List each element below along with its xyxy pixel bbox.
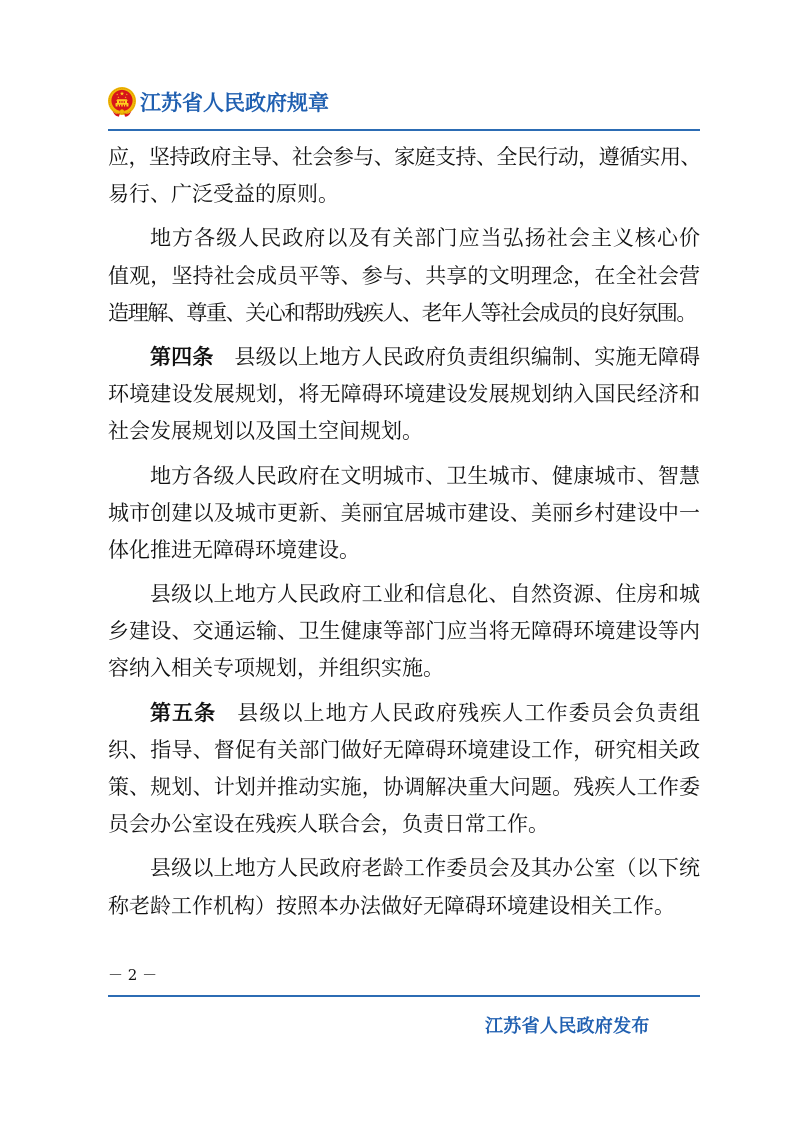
- article-text: 县级以上地方人民政府残疾人工作委员会负责组: [237, 700, 701, 725]
- text-line: 环境建设发展规划，将无障碍环境建设发展规划纳入国民经济和: [108, 382, 700, 407]
- paragraph: [108, 850, 700, 924]
- header-divider: [108, 129, 700, 131]
- text-line: 社会发展规划以及国土空间规划。: [108, 419, 423, 444]
- page-number: － 2 －: [108, 966, 158, 984]
- national-emblem-icon: [107, 86, 137, 118]
- paragraph: [108, 695, 700, 844]
- paragraph: [108, 220, 700, 332]
- header-title: 江苏省人民政府规章: [140, 91, 329, 115]
- text-line: 织、指导、督促有关部门做好无障碍环境建设工作，研究相关政: [108, 737, 700, 762]
- footer-divider: [108, 995, 700, 997]
- text-line: 地方各级人民政府以及有关部门应当弘扬社会主义核心价: [150, 226, 700, 251]
- text-line: 应，坚持政府主导、社会参与、家庭支持、全民行动，遵循实用、: [108, 145, 700, 169]
- text-line: 策、规划、计划并推动实施，协调解决重大问题。残疾人工作委: [108, 775, 700, 799]
- paragraph: [108, 139, 700, 213]
- text-line: 体化推进无障碍环境建设。: [108, 537, 360, 562]
- text-line: 地方各级人民政府在文明城市、卫生城市、健康城市、智慧: [150, 463, 700, 488]
- text-line: [108, 695, 700, 732]
- text-line: 县级以上地方人民政府工业和信息化、自然资源、住房和城: [150, 582, 700, 607]
- paragraph: [108, 458, 700, 570]
- text-line: 造理解、尊重、关心和帮助残疾人、老年人等社会成员的良好氛围。: [108, 300, 696, 325]
- text-line: 值观，坚持社会成员平等、参与、共享的文明理念，在全社会营: [108, 263, 700, 288]
- text-line: 乡建设、交通运输、卫生健康等部门应当将无障碍环境建设等内: [108, 619, 700, 644]
- paragraph: [108, 576, 700, 688]
- footer-publisher: 江苏省人民政府发布: [485, 1016, 650, 1037]
- text-line: 称老龄工作机构）按照本办法做好无障碍环境建设相关工作。: [108, 893, 675, 918]
- article-number: 第五条: [150, 700, 217, 725]
- text-line: 城市创建以及城市更新、美丽宜居城市建设、美丽乡村建设中一: [108, 500, 700, 525]
- article-text: 县级以上地方人民政府负责组织编制、实施无障碍: [234, 344, 700, 369]
- text-line: 县级以上地方人民政府老龄工作委员会及其办公室（以下统: [150, 856, 700, 881]
- document-body: [108, 139, 700, 925]
- text-line: 容纳入相关专项规划，并组织实施。: [108, 656, 444, 681]
- article-number: 第四条: [150, 344, 214, 369]
- text-line: [108, 339, 700, 376]
- paragraph: [108, 339, 700, 451]
- text-line: 员会办公室设在残疾人联合会，负责日常工作。: [108, 812, 549, 837]
- text-line: 易行、广泛受益的原则。: [108, 182, 339, 207]
